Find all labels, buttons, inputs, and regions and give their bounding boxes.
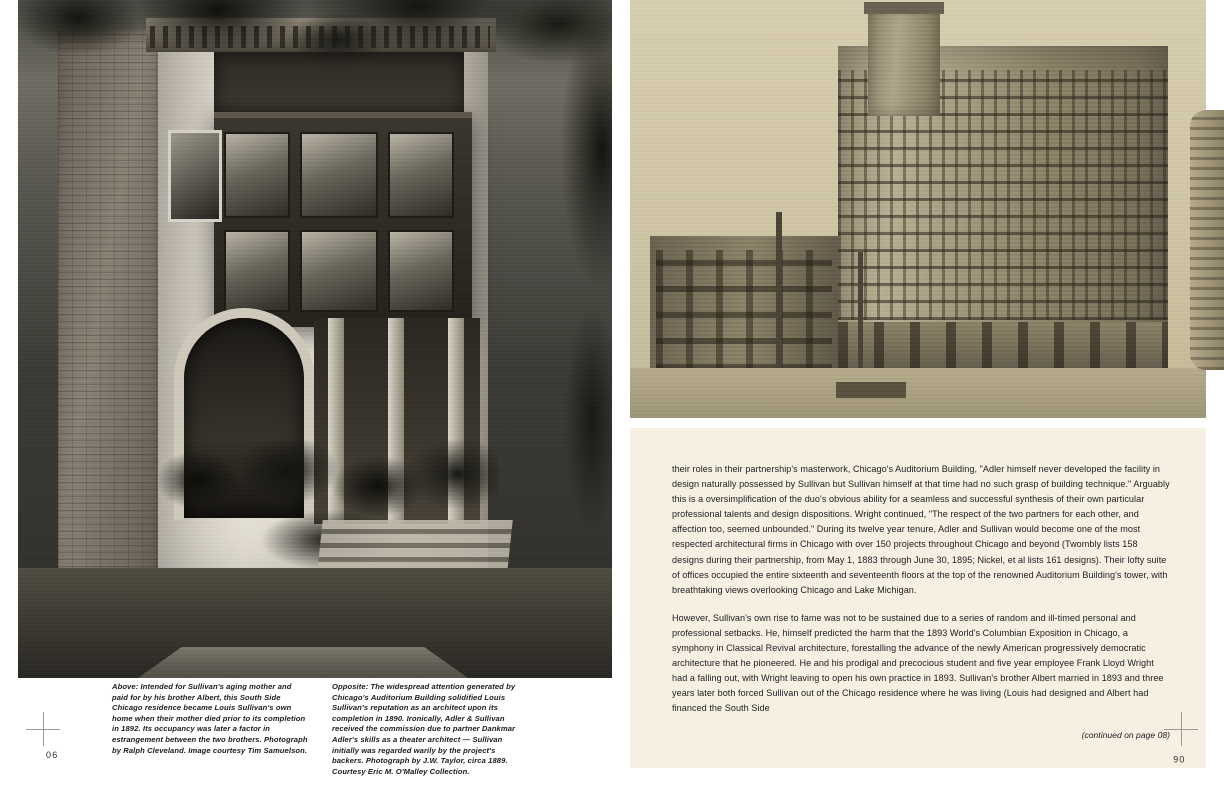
caption-opposite: Opposite: The widespread attention generated by Chicago's Auditorium Building solidified Louis Sullivan's reputation as an architect upon its completion in 1890. Ironically, Adler & Sullivan received the commission due to partner Dankmar Adler's skills as a theater architect — Sullivan initially was regarded warily by the project's backers. Photograph by J.W. Taylor, circa 1889. Courtesy Eric M. O'Malley Collection. bbox=[332, 682, 516, 776]
page-edge-decoration bbox=[1190, 110, 1224, 370]
article-text-panel bbox=[630, 428, 1206, 768]
crop-mark-icon bbox=[26, 712, 60, 746]
continued-note: (continued on page 08) bbox=[1081, 729, 1170, 740]
crop-mark-icon bbox=[1164, 712, 1198, 746]
caption-column-opposite bbox=[332, 682, 528, 777]
auditorium-building-photo bbox=[630, 0, 1206, 418]
sullivan-residence-photo bbox=[18, 0, 612, 678]
right-page bbox=[612, 0, 1224, 792]
left-caption-block bbox=[112, 682, 572, 777]
caption-above: Above: Intended for Sullivan's aging mother and paid for by his brother Albert, this South Side Chicago residence became Louis Sullivan's own home when their mother died prior to its completion in 1892. Its occupancy was later a factor in estrangement between the two brothers. Photograph by Ralph Cleveland. Image courtesy Tim Samuelson. bbox=[112, 682, 308, 755]
photo-grain-overlay bbox=[630, 0, 1206, 418]
caption-column-above bbox=[112, 682, 308, 777]
page-number-left: 06 bbox=[46, 750, 59, 760]
body-paragraph: However, Sullivan's own rise to fame was not to be sustained due to a series of random and ill-timed personal and professional setbacks. He, himself predicted the harm that the 1893 World's Columbian Exposition in Chicago, a symphony in Classical Revival architecture, forestalling the advance of the newly American progressively democratic architecture that he pioneered. He and his prodigal and precocious student and five year employee Frank Lloyd Wright had a falling out, with Wright leaving to open his own practice in 1893. Sullivan's brother Albert married in 1893 and three years later both forced Sullivan out of the Chicago residence where he was living (Louis had designed and Albert had financed the South Side bbox=[672, 612, 1164, 714]
body-paragraph: their roles in their partnership's masterwork, Chicago's Auditorium Building, "Adler himself never developed the facility in design naturally possessed by Sullivan but Sullivan himself at that time had no such grasp of building technique." Arguably this is a oversimplification of the duo's obvious ability for a seamless and successful synthesis of their own particular professional talents and design dispositions. Wright continued, "The respect of the two partners for each other, and affection too, seemed unbounded." During its twelve year tenure, Adler and Sullivan would become one of the most respected architectural firms in Chicago with over 150 projects throughout Chicago and beyond (Twombly lists 158 designs during their partnership, from May 1, 1883 through June 30, 1895; Nickel, et al lists 161 designs). Their lofty suite of offices occupied the entire sixteenth and seventeenth floors at the top of the renowned Auditorium Building's tower, with breathtaking views overlooking Chicago and Lake Michigan. bbox=[672, 464, 1170, 595]
photo-grain-overlay bbox=[18, 0, 612, 678]
page-number-right: 06 bbox=[1171, 754, 1184, 764]
